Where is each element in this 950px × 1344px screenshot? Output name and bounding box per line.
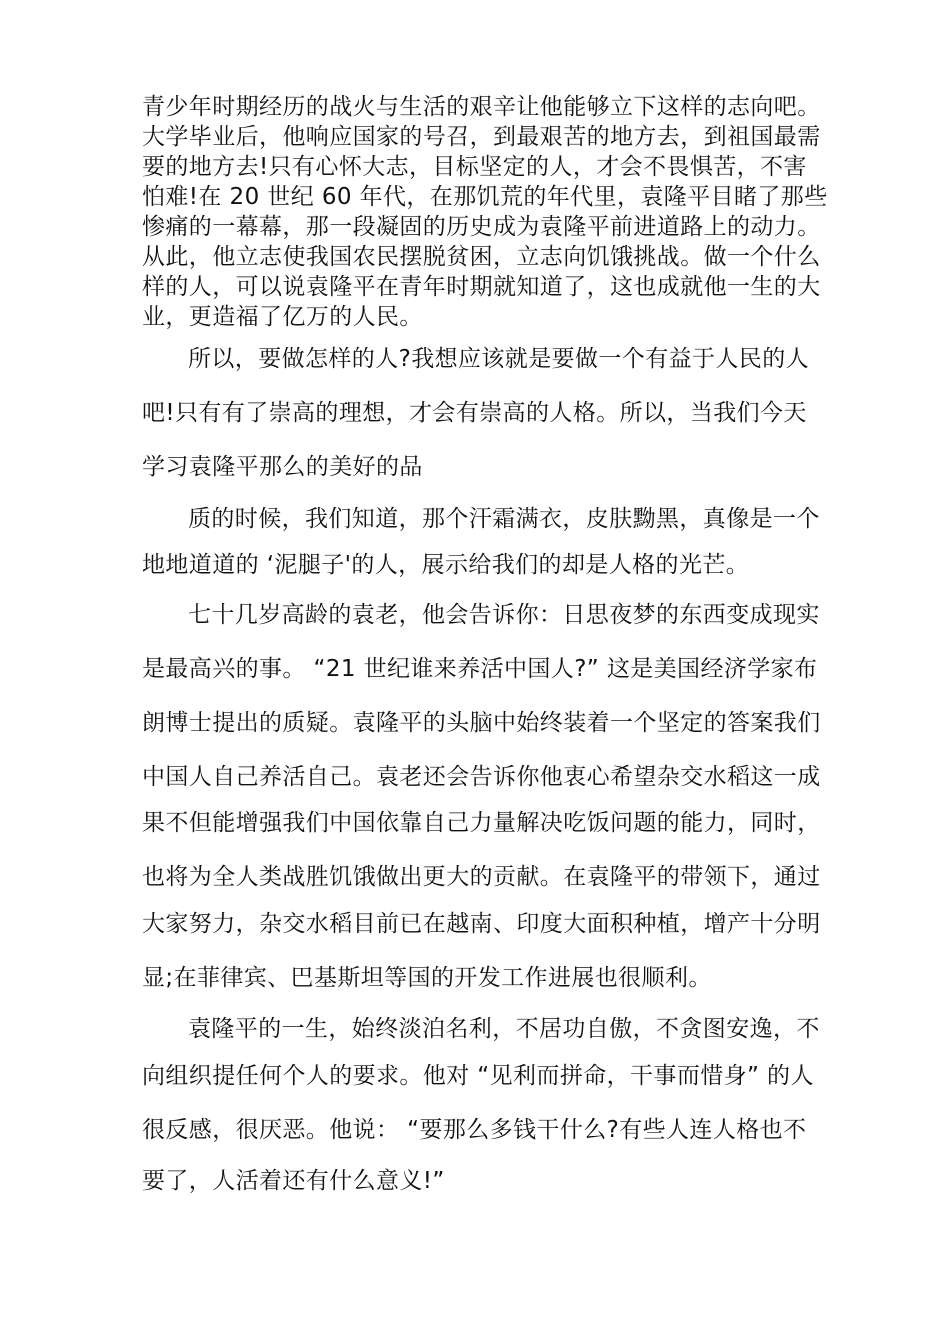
text-line: 向组织提任何个人的要求。他对 “见利而拼命，干事而惜身” 的人 — [142, 1063, 814, 1089]
text-line: 要了，人活着还有什么意义!” — [142, 1168, 445, 1194]
paragraph-start-line: 袁隆平的一生，始终淡泊名利，不居功自傲，不贪图安逸，不 — [188, 1016, 820, 1042]
text-line: 地地道道的 ‘泥腿子'的人，展示给我们的却是人格的光芒。 — [142, 552, 750, 578]
text-line: 怕难!在 20 世纪 60 年代，在那饥荒的年代里，袁隆平目睹了那些 — [142, 184, 828, 210]
text-line: 果不但能增强我们中国依靠自己力量解决吃饭问题的能力，同时， — [142, 810, 821, 836]
text-line: 中国人自己养活自己。袁老还会告诉你他衷心希望杂交水稻这一成 — [142, 764, 821, 790]
paragraph-start-line: 七十几岁高龄的袁老，他会告诉你：日思夜梦的东西变成现实 — [188, 602, 820, 628]
text-line: 也将为全人类战胜饥饿做出更大的贡献。在袁隆平的带领下，通过 — [142, 864, 821, 890]
text-line: 从此，他立志使我国农民摆脱贫困，立志向饥饿挑战。做一个什么 — [142, 244, 821, 270]
text-line: 大家努力，杂交水稻目前已在越南、印度大面积种植，增产十分明 — [142, 911, 821, 937]
text-line: 吧!只有有了崇高的理想，才会有崇高的人格。所以，当我们今天 — [142, 400, 807, 426]
paragraph-start-line: 质的时候，我们知道，那个汗霜满衣，皮肤黝黑，真像是一个 — [188, 506, 820, 532]
text-line: 是最高兴的事。 “21 世纪谁来养活中国人?” 这是美国经济学家布 — [142, 656, 818, 682]
text-line: 学习袁隆平那么的美好的品 — [142, 454, 423, 480]
text-line: 朗博士提出的质疑。袁隆平的头脑中始终装着一个坚定的答案我们 — [142, 710, 821, 736]
text-line: 业，更造福了亿万的人民。 — [142, 304, 423, 330]
text-line: 要的地方去!只有心怀大志，目标坚定的人，才会不畏惧苦，不害 — [142, 154, 807, 180]
text-line: 样的人，可以说袁隆平在青年时期就知道了，这也成就他一生的大 — [142, 274, 821, 300]
text-line: 显;在菲律宾、巴基斯坦等国的开发工作进展也很顺利。 — [142, 965, 712, 991]
text-line: 青少年时期经历的战火与生活的艰辛让他能够立下这样的志向吧。 — [142, 94, 821, 120]
text-line: 很反感，很厌恶。他说： “要那么多钱干什么?有些人连人格也不 — [142, 1117, 807, 1143]
text-line: 大学毕业后，他响应国家的号召，到最艰苦的地方去，到祖国最需 — [142, 124, 821, 150]
text-line: 惨痛的一幕幕，那一段凝固的历史成为袁隆平前进道路上的动力。 — [142, 214, 821, 240]
paragraph-start-line: 所以，要做怎样的人?我想应该就是要做一个有益于人民的人 — [188, 346, 810, 372]
